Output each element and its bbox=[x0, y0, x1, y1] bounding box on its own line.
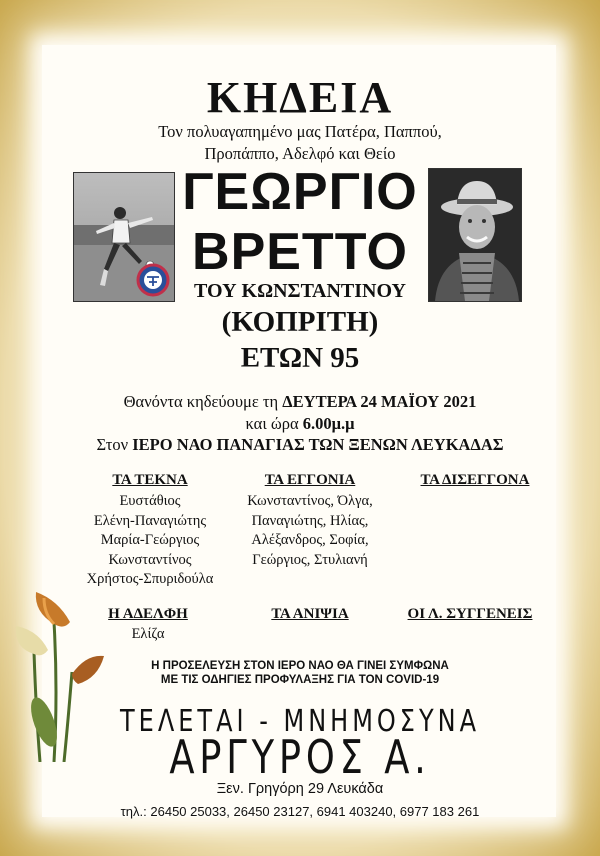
funeral-place-prefix: Στον bbox=[96, 435, 133, 454]
children-column bbox=[70, 472, 230, 590]
services-title: ΤΕΛΕΤΑΙ - ΜΝΗΜΟΣΥΝΑ bbox=[120, 704, 480, 739]
great-grandchildren-column bbox=[400, 472, 550, 489]
relatives-heading: ΟΙ Λ. ΣΥΓΓΕΝΕΙΣ bbox=[407, 606, 533, 622]
funeral-home-name-line bbox=[60, 730, 540, 784]
funeral-time-prefix: και ώρα bbox=[245, 414, 303, 433]
nephews-heading: ΤΑ ΑΝΙΨΙΑ bbox=[271, 606, 349, 622]
children-list bbox=[70, 492, 230, 590]
notice-title: ΚΗΔΕΙΑ bbox=[206, 73, 394, 122]
father-name: ΤΟΥ ΚΩΝΣΤΑΝΤΙΝΟΥ bbox=[194, 280, 406, 302]
deceased-last-name: ΒΡΕΤΤΟ bbox=[192, 223, 408, 281]
list-item: Ευστάθιος bbox=[119, 493, 181, 509]
list-item: Κωνσταντίνος bbox=[108, 551, 192, 568]
deceased-first-name: ΓΕΩΡΓΙΟ bbox=[182, 163, 418, 221]
funeral-time: 6.00μ.μ bbox=[302, 414, 355, 433]
great-grandchildren-heading: ΤΑ ΔΙΣΕΓΓΟΝΑ bbox=[420, 472, 530, 488]
sister-heading: Η ΑΔΕΛΦΗ bbox=[108, 606, 188, 622]
funeral-date: ΔΕΥΤΕΡΑ 24 ΜΑΪΟΥ 2021 bbox=[282, 392, 477, 411]
funeral-date-prefix: Θανόντα κηδεύουμε τη bbox=[123, 392, 283, 411]
covid-notice bbox=[100, 659, 500, 687]
covid-notice-line-2: ΜΕ ΤΙΣ ΟΔΗΓΙΕΣ ΠΡΟΦΥΛΑΞΗΣ ΓΙΑ ΤΟΝ COVID-19 bbox=[160, 674, 440, 686]
relatives-column bbox=[395, 606, 545, 623]
list-item: Κωνσταντίνος, Όλγα, bbox=[247, 493, 373, 509]
funeral-home-name: ΑΡΓΥΡΟΣ Α. bbox=[169, 730, 431, 784]
list-item: Μαρία-Γεώργιος bbox=[100, 532, 200, 548]
intro-line-1: Τον πολυαγαπημένο μας Πατέρα, Παππού, bbox=[158, 122, 442, 141]
funeral-home-address: Ξεν. Γρηγόρη 29 Λευκάδα bbox=[216, 781, 384, 797]
funeral-home-phones: τηλ.: 26450 25033, 26450 23127, 6941 403240, 6977 183 261 bbox=[120, 804, 480, 819]
list-item: Παναγιώτης, Ηλίας, bbox=[251, 512, 369, 529]
grandchildren-list bbox=[228, 492, 392, 570]
grandchildren-column bbox=[228, 472, 392, 570]
covid-notice-line-1: Η ΠΡΟΣΕΛΕΥΣΗ ΣΤΟΝ ΙΕΡΟ ΝΑΟ ΘΑ ΓΙΝΕΙ ΣΥΜΦΩΝΑ bbox=[151, 660, 449, 672]
funeral-date-line bbox=[0, 392, 600, 412]
sister-name: Ελίζα bbox=[131, 626, 165, 642]
list-item: Ελένη-Παναγιώτης bbox=[93, 512, 207, 529]
grandchildren-heading: ΤΑ ΕΓΓΟΝΙΑ bbox=[264, 472, 356, 488]
nickname: (ΚΟΠΡΙΤΗ) bbox=[221, 306, 379, 338]
list-item: Χρήστος-Σπυριδούλα bbox=[86, 571, 214, 587]
funeral-place: ΙΕΡΟ ΝΑΟ ΠΑΝΑΓΙΑΣ ΤΩΝ ΞΕΝΩΝ ΛΕΥΚΑΔΑΣ bbox=[132, 435, 504, 454]
children-heading: ΤΑ ΤΕΚΝΑ bbox=[112, 472, 188, 488]
list-item: Αλέξανδρος, Σοφία, bbox=[251, 532, 369, 548]
intro-line-2: Προπάππο, Αδελφό και Θείο bbox=[204, 144, 396, 163]
funeral-time-line bbox=[0, 414, 600, 434]
age: ΕΤΩΝ 95 bbox=[240, 342, 360, 374]
list-item: Γεώργιος, Στυλιανή bbox=[252, 551, 368, 568]
nephews-column bbox=[240, 606, 380, 623]
funeral-place-line bbox=[0, 435, 600, 455]
